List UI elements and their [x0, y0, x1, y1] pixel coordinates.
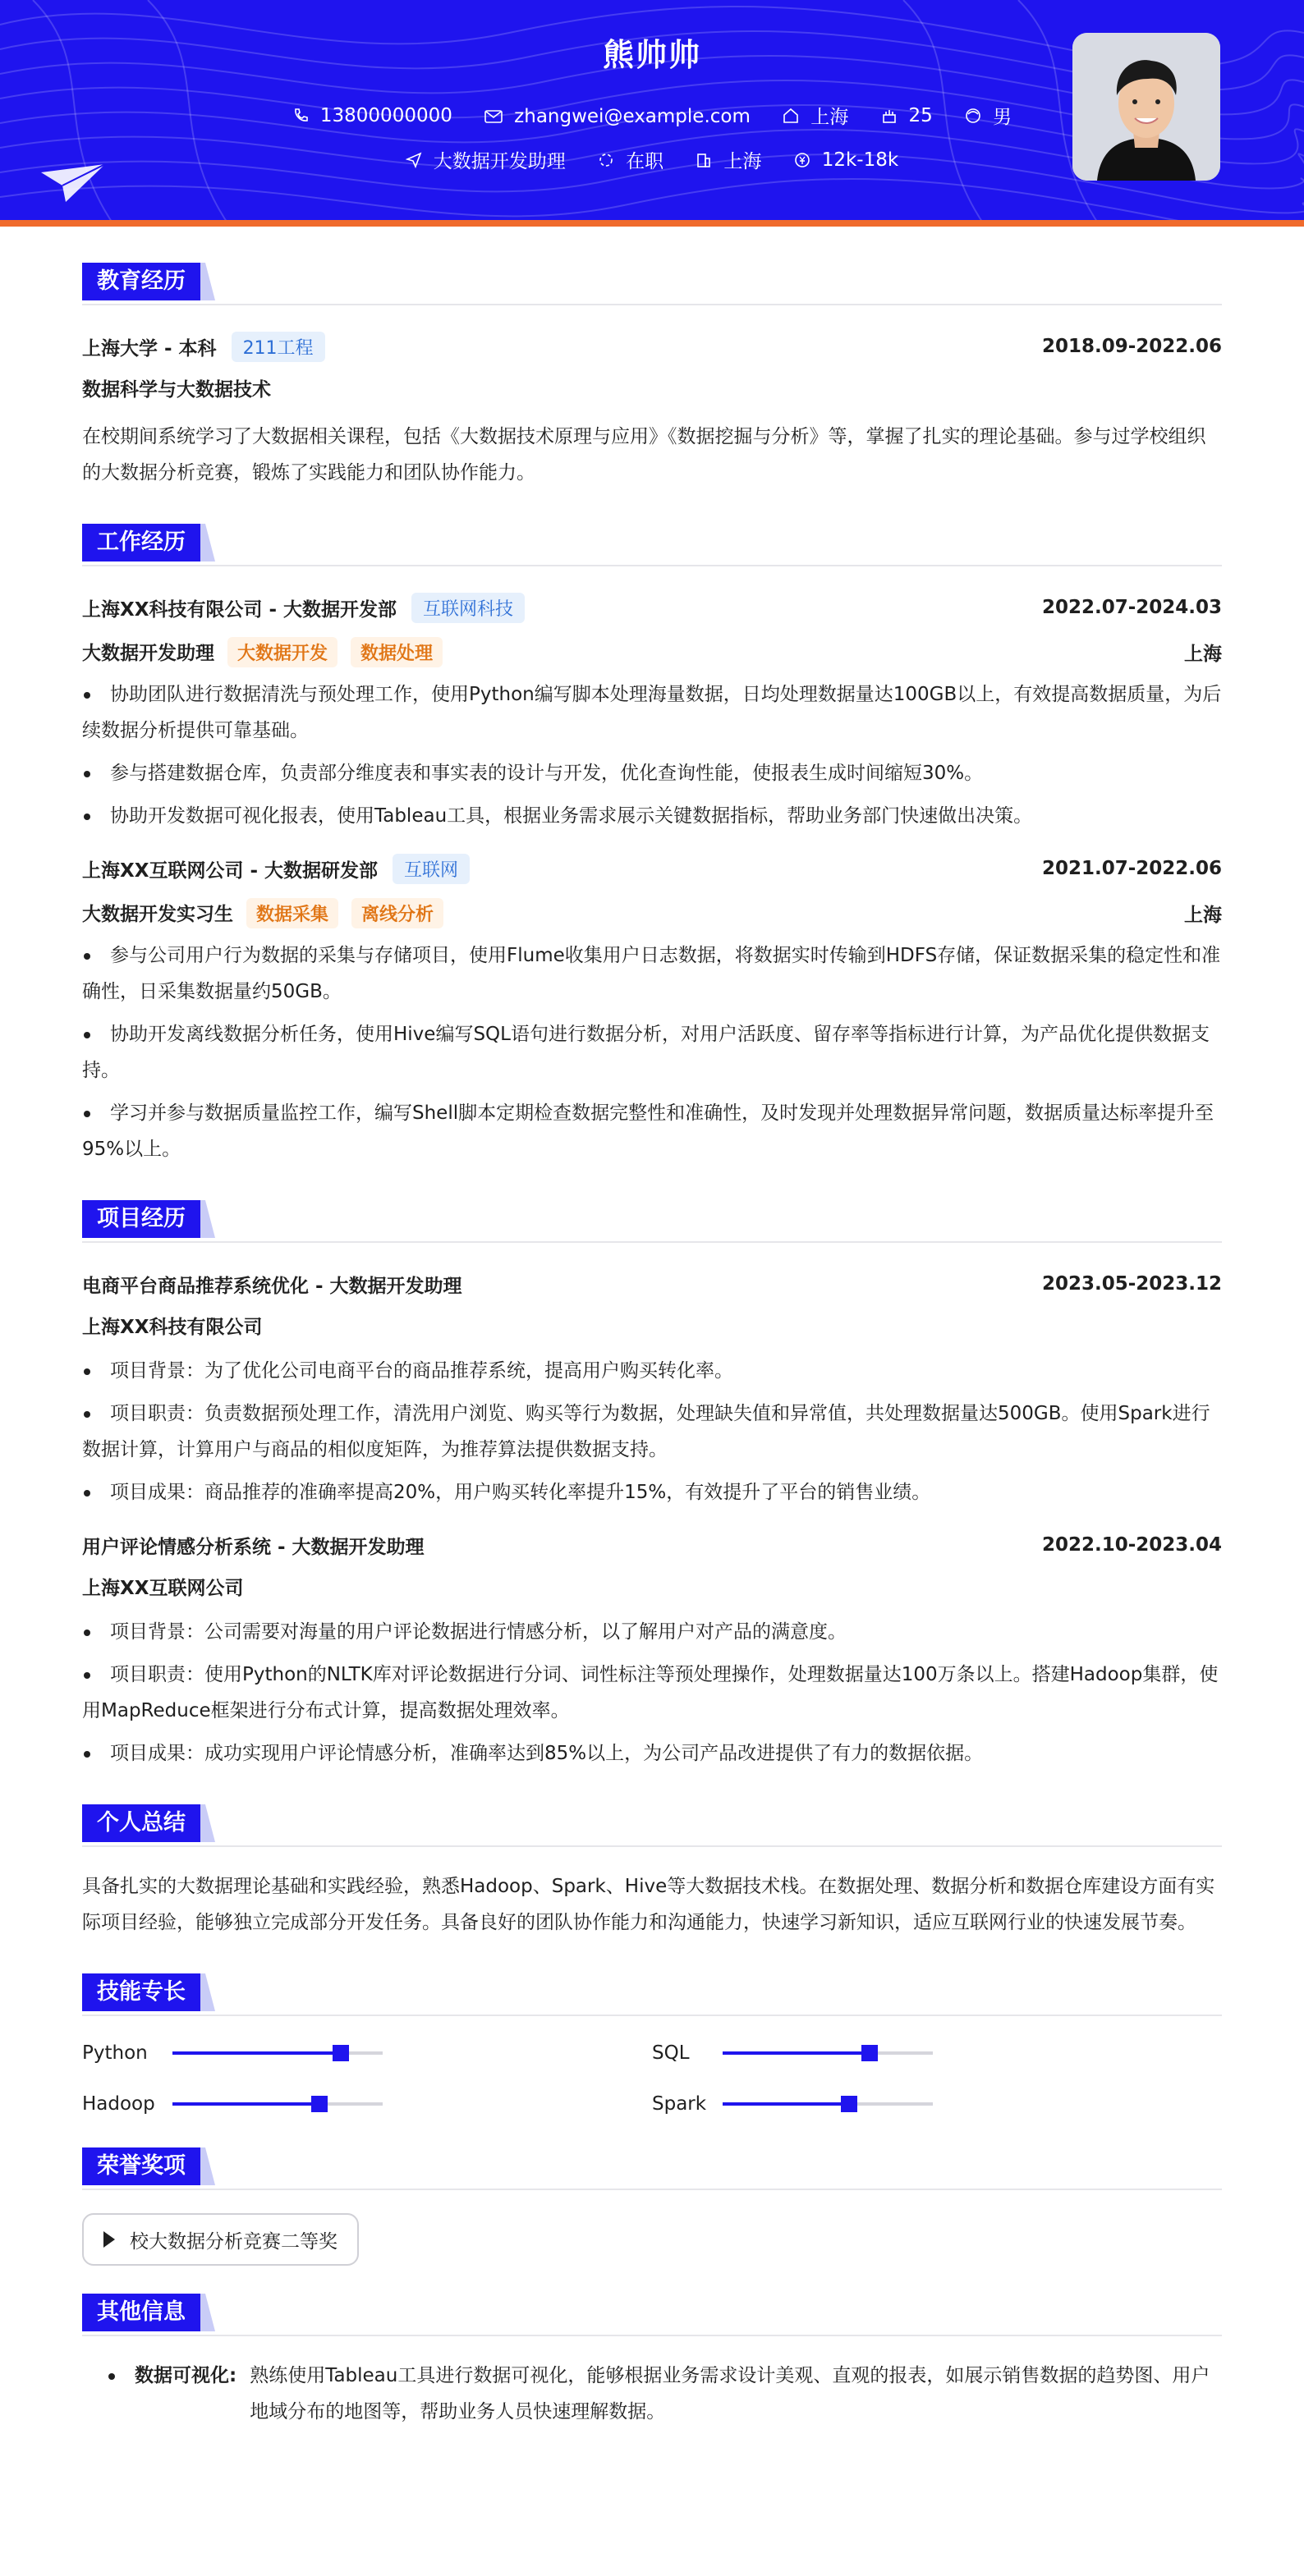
skill-item [652, 2042, 1222, 2064]
list-item: 协助开发离线数据分析任务，使用Hive编写SQL语句进行数据分析，对用户活跃度、留存率等指标进行计算，为产品优化提供数据支持。 [82, 1016, 1222, 1089]
project-company: 上海XX互联网公司 [82, 1578, 244, 1599]
paper-plane-icon [41, 164, 107, 205]
list-item: 参与公司用户行为数据的采集与存储项目，使用Flume收集用户日志数据，将数据实时传输到HDFS存储，保证数据采集的稳定性和准确性，日采集数据量约50GB。 [82, 937, 1222, 1010]
status-icon [598, 152, 614, 168]
skill-fill [172, 2051, 341, 2055]
project-company: 上海XX科技有限公司 [82, 1317, 263, 1338]
school-name: 上海大学 - 本科 [82, 337, 217, 360]
building-icon [696, 152, 712, 168]
list-item: 项目成果：商品推荐的准确率提高20%，用户购买转化率提升15%，有效提升了平台的销售业绩。 [82, 1474, 1222, 1510]
age-item [881, 105, 933, 126]
divider [82, 1241, 1222, 1243]
work-city: 上海 [1184, 904, 1222, 926]
portrait-photo [1072, 33, 1220, 181]
award-text: 校大数据分析竞赛二等奖 [130, 2230, 337, 2253]
role-name: 大数据开发实习生 [82, 903, 233, 925]
role-name: 大数据开发助理 [82, 642, 214, 664]
project-date: 2022.10-2023.04 [1041, 1534, 1222, 1556]
email-item [484, 106, 751, 127]
skill-knob [861, 2045, 878, 2061]
education-head [82, 330, 1222, 363]
skill-name: Python [82, 2042, 148, 2064]
home-icon [783, 108, 799, 124]
skill-name: SQL [652, 2042, 690, 2064]
send-icon [406, 152, 422, 168]
cake-icon [881, 108, 898, 124]
section-title-label: 个人总结 [82, 1804, 200, 1842]
section-skills [82, 1973, 1222, 2013]
gender-item [965, 102, 1012, 129]
divider [82, 565, 1222, 566]
project-bullets [82, 1353, 1222, 1510]
work-date: 2022.07-2024.03 [1041, 597, 1222, 618]
divider [82, 2335, 1222, 2336]
skill-bar [723, 2051, 933, 2055]
city-text: 上海 [723, 151, 762, 172]
status-text: 在职 [626, 151, 664, 172]
skill-item [82, 2042, 652, 2064]
title-tail-decoration [82, 524, 1222, 561]
divider [82, 2189, 1222, 2190]
resume-header [0, 0, 1304, 227]
skill-name: Spark [652, 2093, 707, 2115]
skills-grid [82, 2042, 1222, 2115]
skill-item [82, 2093, 652, 2115]
city-item [696, 146, 761, 173]
home-item [783, 102, 848, 129]
section-education [82, 263, 1222, 302]
money-icon [794, 152, 810, 168]
project-entry [82, 1529, 1222, 1772]
divider [82, 304, 1222, 305]
work-head [82, 852, 1222, 885]
gender-text: 男 [993, 107, 1012, 128]
industry-badge: 互联网科技 [411, 593, 525, 623]
education-desc: 在校期间系统学习了大数据相关课程，包括《大数据技术原理与应用》《数据挖掘与分析》等，掌握了扎实的理论基础。参与过学校组织的大数据分析竞赛，锻炼了实践能力和团队协作能力。 [82, 426, 1206, 484]
skill-fill [172, 2102, 319, 2106]
company-name: 上海XX科技有限公司 - 大数据开发部 [82, 598, 397, 621]
section-title-label: 其他信息 [82, 2294, 200, 2331]
title-tail-decoration [82, 2147, 1222, 2185]
project-title: 电商平台商品推荐系统优化 - 大数据开发助理 [82, 1275, 462, 1297]
title-tail-decoration [82, 1200, 1222, 1238]
phone-icon [292, 108, 309, 124]
mail-icon [484, 109, 503, 124]
skill-knob [311, 2096, 328, 2112]
list-item: 协助团队进行数据清洗与预处理工作，使用Python编写脚本处理海量数据，日均处理数据量达100GB以上，有效提高数据质量，为后续数据分析提供可靠基础。 [82, 676, 1222, 749]
work-date: 2021.07-2022.06 [1041, 858, 1222, 879]
status-item [598, 146, 663, 173]
project-date: 2023.05-2023.12 [1041, 1273, 1222, 1295]
work-head [82, 591, 1222, 624]
other-key: 数据可视化: [135, 2365, 237, 2386]
project-head [82, 1529, 1222, 1561]
section-title-label: 教育经历 [82, 263, 200, 300]
list-item: 协助开发数据可视化报表，使用Tableau工具，根据业务需求展示关键数据指标，帮助业务部门快速做出决策。 [82, 798, 1222, 834]
project-entry [82, 1267, 1222, 1510]
list-item: 项目背景：公司需要对海量的用户评论数据进行情感分析，以了解用户对产品的满意度。 [82, 1614, 1222, 1650]
skill-knob [333, 2045, 349, 2061]
job-item [406, 146, 566, 173]
skill-tag: 数据采集 [246, 898, 338, 928]
industry-badge: 互联网 [393, 854, 470, 884]
other-item [82, 2358, 1222, 2430]
work-entry [82, 852, 1222, 1167]
other-value: 熟练使用Tableau工具进行数据可视化，能够根据业务需求设计美观、直观的报表，如展示销售数据的趋势图、用户地域分布的地图等，帮助业务人员快速理解数据。 [250, 2365, 1210, 2422]
work-bullets [82, 937, 1222, 1167]
skill-bar [723, 2102, 933, 2106]
work-bullets [82, 676, 1222, 834]
skill-name: Hadoop [82, 2093, 155, 2115]
title-tail-decoration [82, 2294, 1222, 2331]
project-title: 用户评论情感分析系统 - 大数据开发助理 [82, 1536, 425, 1558]
title-tail-decoration [82, 1973, 1222, 2011]
skill-fill [723, 2051, 870, 2055]
skill-fill [723, 2102, 849, 2106]
section-title-label: 荣誉奖项 [82, 2147, 200, 2185]
section-summary [82, 1804, 1222, 1844]
skill-bar [172, 2102, 383, 2106]
home-text: 上海 [810, 107, 849, 128]
work-entry [82, 591, 1222, 834]
work-role-row [82, 896, 1222, 929]
email-text: zhangwei@example.com [514, 105, 751, 127]
section-title-label: 项目经历 [82, 1200, 200, 1238]
skill-tag: 离线分析 [351, 898, 443, 928]
skill-bar [172, 2051, 383, 2055]
section-work [82, 524, 1222, 563]
phone-item [292, 105, 452, 126]
work-city: 上海 [1184, 643, 1222, 665]
bullet-dot [108, 2373, 115, 2380]
list-item: 项目职责：负责数据预处理工作，清洗用户浏览、购买等行为数据，处理缺失值和异常值，共处理数据量达500GB。使用Spark进行数据计算，计算用户与商品的相似度矩阵，为推荐算法提供数据支持。 [82, 1396, 1222, 1468]
header-accent-bar [0, 220, 1304, 227]
education-date: 2018.09-2022.06 [1041, 336, 1222, 357]
list-item: 项目成果：成功实现用户评论情感分析，准确率达到85%以上，为公司产品改进提供了有力的数据依据。 [82, 1735, 1222, 1772]
divider [82, 2015, 1222, 2016]
gender-icon [965, 108, 981, 124]
divider [82, 1845, 1222, 1847]
project-bullets [82, 1614, 1222, 1772]
work-role-row [82, 635, 1222, 668]
list-item: 学习并参与数据质量监控工作，编写Shell脚本定期检查数据完整性和准确性，及时发现并处理数据异常问题，数据质量达标率提升至95%以上。 [82, 1095, 1222, 1167]
list-item: 项目背景：为了优化公司电商平台的商品推荐系统，提高用户购买转化率。 [82, 1353, 1222, 1389]
section-honors [82, 2147, 1222, 2187]
project-head [82, 1267, 1222, 1300]
list-item: 参与搭建数据仓库，负责部分维度表和事实表的设计与开发，优化查询性能，使报表生成时间缩短30%。 [82, 755, 1222, 791]
resume-content [82, 227, 1222, 2430]
summary-text: 具备扎实的大数据理论基础和实践经验，熟悉Hadoop、Spark、Hive等大数据技术栈。在数据处理、数据分析和数据仓库建设方面有实际项目经验，能够独立完成部分开发任务。具备良好的团队协作能力和沟通能力，快速学习新知识，适应互联网行业的快速发展节奏。 [82, 1876, 1215, 1933]
avatar [1072, 33, 1220, 181]
major-name: 数据科学与大数据技术 [82, 379, 271, 401]
salary-item [794, 149, 898, 171]
job-text: 大数据开发助理 [433, 151, 566, 172]
phone-text: 13800000000 [319, 104, 452, 126]
school-badge: 211工程 [232, 332, 325, 362]
salary-text: 12k-18k [821, 149, 899, 171]
section-title-label: 工作经历 [82, 524, 200, 561]
age-text: 25 [908, 104, 933, 126]
skill-item [652, 2093, 1222, 2115]
play-triangle-icon [103, 2231, 115, 2248]
title-tail-decoration [82, 1804, 1222, 1842]
skill-knob [841, 2096, 857, 2112]
section-other [82, 2294, 1222, 2333]
company-name: 上海XX互联网公司 - 大数据研发部 [82, 859, 379, 882]
skill-tag: 数据处理 [351, 637, 443, 667]
award-chip [82, 2213, 359, 2266]
section-title-label: 技能专长 [82, 1973, 200, 2011]
candidate-name: 熊帅帅 [602, 37, 701, 73]
section-projects [82, 1200, 1222, 1240]
list-item: 项目职责：使用Python的NLTK库对评论数据进行分词、词性标注等预处理操作，处理数据量达100万条以上。搭建Hadoop集群，使用MapReduce框架进行分布式计算，提高数据处理效率。 [82, 1657, 1222, 1729]
title-tail-decoration [82, 263, 1222, 300]
skill-tag: 大数据开发 [227, 637, 337, 667]
